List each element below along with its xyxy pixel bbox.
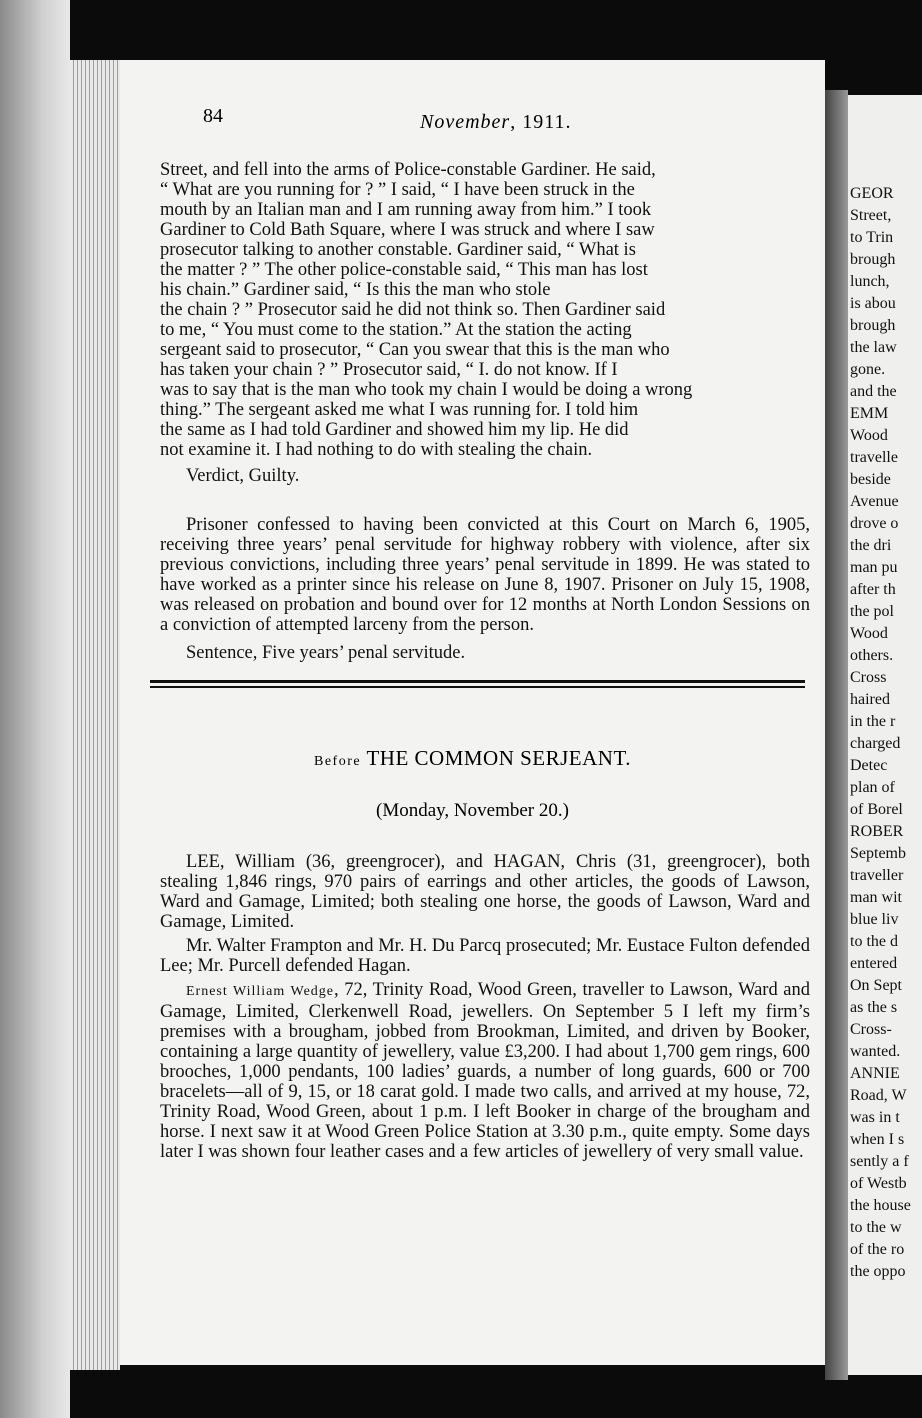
facing-page-line: plan of xyxy=(850,779,895,796)
facing-page-line: and the xyxy=(850,383,897,400)
facing-page-line: brough xyxy=(850,251,896,268)
sentence: Sentence, Five years’ penal servitude. xyxy=(186,643,466,663)
testimony-line: thing.” The sergeant asked me what I was running for. I told him xyxy=(160,400,639,420)
facing-page-line: sently a f xyxy=(850,1153,909,1170)
running-head-month: November xyxy=(420,111,511,133)
facing-page-line: Cross- xyxy=(850,1021,892,1038)
facing-page-line: in the r xyxy=(850,713,896,730)
facing-page-line: to the w xyxy=(850,1219,902,1236)
facing-page-line: brough xyxy=(850,317,896,334)
facing-page-line: to Trin xyxy=(850,229,894,246)
facing-page-line: the house xyxy=(850,1197,911,1214)
testimony-line: “ What are you running for ? ” I said, “ I have been struck in the xyxy=(160,180,635,200)
section-divider-rule xyxy=(150,686,805,688)
charge-paragraph: LEE, William (36, greengrocer), and HAGAN, Chris (31, greengrocer), both stealing 1,846 rings, 970 pairs of earrings and other articles, the goods of Lawson, Ward and Gamage, Limited; both stealing one horse, the goods of Lawson, Ward and Gamage, Limited. xyxy=(160,852,810,932)
facing-page-line: man pu xyxy=(850,559,898,576)
book-page xyxy=(120,60,825,1365)
facing-page-lines xyxy=(850,183,922,1283)
testimony-line: to me, “ You must come to the station.” At the station the acting xyxy=(160,320,632,340)
facing-page-line: of the ro xyxy=(850,1241,905,1258)
trial1-testimony xyxy=(160,160,810,486)
court-heading-name: THE COMMON SERJEANT. xyxy=(366,746,631,770)
facing-page-line: Cross xyxy=(850,669,887,686)
facing-page-line: man wit xyxy=(850,889,902,906)
session-date: (Monday, November 20.) xyxy=(376,800,569,821)
facing-page-line: Wood xyxy=(850,625,888,642)
page-edges-stack xyxy=(70,60,120,1370)
facing-page-line: Street, xyxy=(850,207,892,224)
facing-page-line: to the d xyxy=(850,933,898,950)
facing-page-line: wanted. xyxy=(850,1043,901,1060)
verdict: Verdict, Guilty. xyxy=(186,466,300,486)
facing-page-line: as the s xyxy=(850,999,898,1016)
court-heading xyxy=(120,746,825,771)
trial2 xyxy=(160,852,810,1166)
testimony-line: was to say that is the man who took my chain I would be doing a wrong xyxy=(160,380,693,400)
book-gutter xyxy=(825,90,848,1380)
facing-page-line: Detec xyxy=(850,757,888,774)
facing-page-line: Avenue xyxy=(850,493,899,510)
facing-page-line: drove o xyxy=(850,515,899,532)
facing-page-fragment xyxy=(848,95,922,1375)
facing-page-line: travelle xyxy=(850,449,898,466)
facing-page-line: of Westb xyxy=(850,1175,907,1192)
facing-page-line: ROBER xyxy=(850,823,904,840)
facing-page-line: Septemb xyxy=(850,845,906,862)
facing-page-line: charged xyxy=(850,735,901,752)
facing-page-line: gone. xyxy=(850,361,886,378)
facing-page-line: of Borel xyxy=(850,801,903,818)
facing-page-line: ANNIE xyxy=(850,1065,900,1082)
scan-background-left xyxy=(0,0,70,1418)
court-heading-before: Before xyxy=(313,754,362,769)
page-header xyxy=(120,105,825,135)
testimony-line: the chain ? ” Prosecutor said he did not think so. Then Gardiner said xyxy=(160,300,666,320)
testimony-line: Street, and fell into the arms of Police-constable Gardiner. He said, xyxy=(160,160,656,180)
facing-page-line: the pol xyxy=(850,603,894,620)
running-head-year: , 1911. xyxy=(510,111,572,133)
testimony-line: Gardiner to Cold Bath Square, where I was struck and where I saw xyxy=(160,220,655,240)
facing-page-line: was in t xyxy=(850,1109,900,1126)
facing-page-line: the oppo xyxy=(850,1263,906,1280)
facing-page-line: Road, W xyxy=(850,1087,907,1104)
facing-page-line: haired xyxy=(850,691,890,708)
witness-name: Ernest William Wedge xyxy=(186,984,334,999)
facing-page-line: Wood xyxy=(850,427,888,444)
facing-page-line: when I s xyxy=(850,1131,905,1148)
testimony-line: his chain.” Gardiner said, “ Is this the man who stole xyxy=(160,280,551,300)
trial1-record xyxy=(160,515,810,663)
testimony-line: prosecutor talking to another constable. Gardiner said, “ What is xyxy=(160,240,636,260)
facing-page-line: the dri xyxy=(850,537,892,554)
testimony-line: has taken your chain ? ” Prosecutor said, “ I. do not know. If I xyxy=(160,360,618,380)
facing-page-line: the law xyxy=(850,339,897,356)
facing-page-line: traveller xyxy=(850,867,904,884)
prior-record: Prisoner confessed to having been convicted at this Court on March 6, 1905, receiving three years’ penal servitude for highway robbery with violence, after six previous convictions, including three years’ penal servitude in 1899. He was stated to have worked as a printer since his release on June 8, 1907. Prisoner on July 15, 1908, was released on probation and bound over for 12 months at North London Sessions on a conviction of attempted larceny from the person. xyxy=(160,515,810,635)
facing-page-line: EMM xyxy=(850,405,889,422)
testimony-line: sergeant said to prosecutor, “ Can you swear that this is the man who xyxy=(160,340,670,360)
facing-page-line: blue liv xyxy=(850,911,899,928)
running-head xyxy=(420,111,571,134)
witness-testimony-text: , 72, Trinity Road, Wood Green, traveller to Lawson, Ward and Gamage, Limited, Clerkenwell Road, jewellers. On September 5 I left my firm’s premises with a brougham, jobbed from Brookman, Limited, and driven by Booker, containing a large quantity of jewellery, value £3,200. I had about 1,700 gem rings, 600 brooches, 1,000 pendants, 100 ladies’ guards, a number of long guards, 600 or 700 bracelets—all of 9, 15, or 18 carat gold. I made two calls, and arrived at my house, 72, Trinity Road, Wood Green, about 1 p.m. I left Booker in charge of the brougham and horse. I next saw it at Wood Green Police Station at 3.30 p.m., quite empty. Some days later I was shown four leather cases and a few articles of jewellery of very small value. xyxy=(160,980,810,1162)
testimony-line: not examine it. I had nothing to do with stealing the chain. xyxy=(160,440,593,460)
facing-page-line: others. xyxy=(850,647,894,664)
facing-page-line: lunch, xyxy=(850,273,890,290)
counsel-paragraph: Mr. Walter Frampton and Mr. H. Du Parcq prosecuted; Mr. Eustace Fulton defended Lee; Mr. Purcell defended Hagan. xyxy=(160,936,810,976)
page-number: 84 xyxy=(203,105,223,127)
facing-page-line: entered xyxy=(850,955,898,972)
witness-testimony xyxy=(160,980,810,1162)
testimony-line: the same as I had told Gardiner and showed him my lip. He did xyxy=(160,420,629,440)
facing-page-line: is abou xyxy=(850,295,896,312)
facing-page-line: On Sept xyxy=(850,977,902,994)
facing-page-line: after th xyxy=(850,581,896,598)
facing-page-line: beside xyxy=(850,471,891,488)
facing-page-line: GEOR xyxy=(850,185,894,202)
testimony-line: mouth by an Italian man and I am running away from him.” I took xyxy=(160,200,652,220)
testimony-line: the matter ? ” The other police-constable said, “ This man has lost xyxy=(160,260,648,280)
section-divider-rule xyxy=(150,680,805,683)
